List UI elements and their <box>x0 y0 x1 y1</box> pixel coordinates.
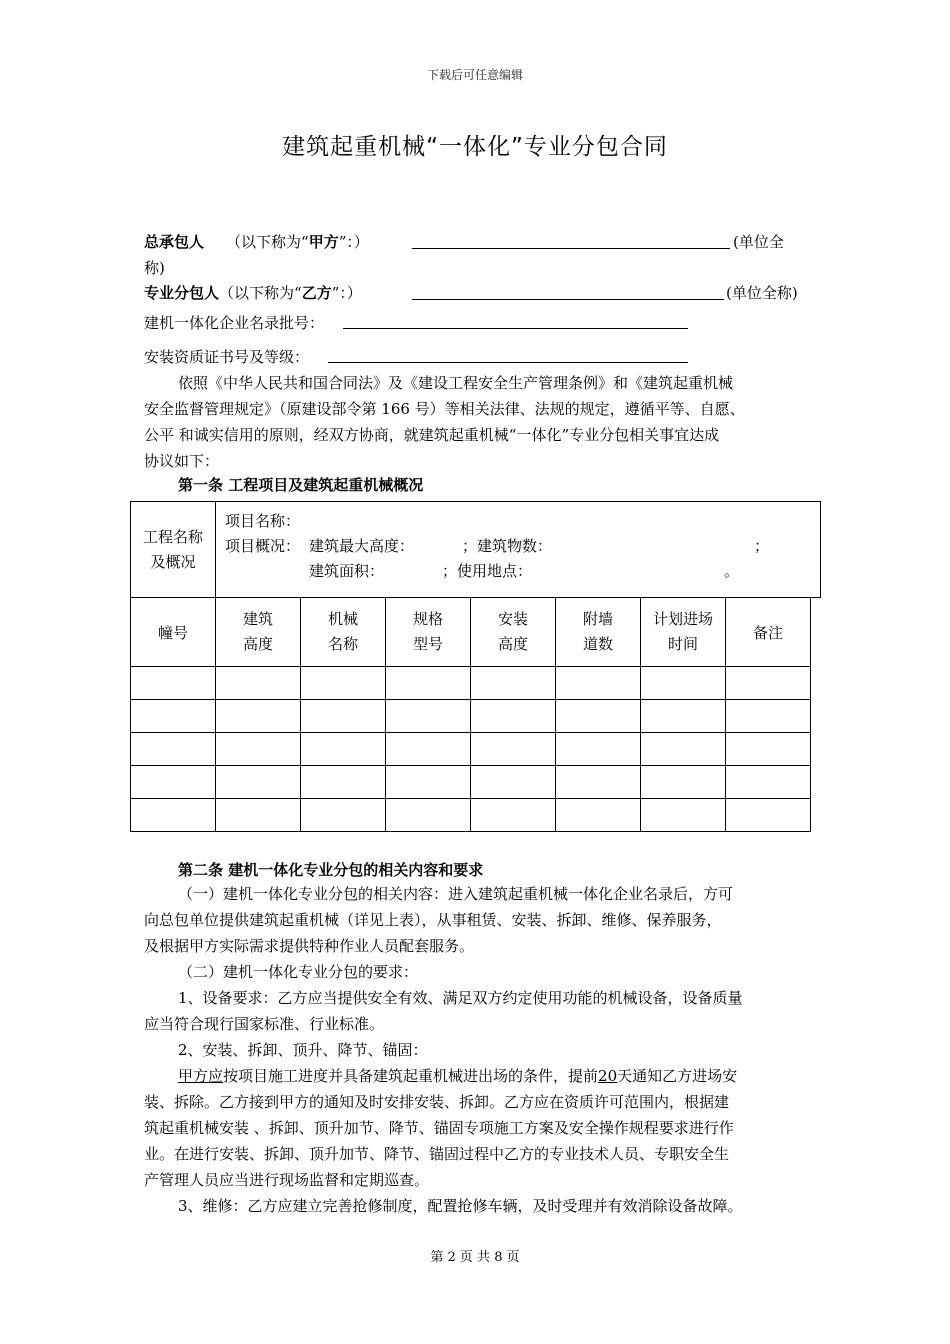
table-row <box>131 667 811 700</box>
sub-label: 专业分包人 <box>144 284 220 302</box>
period: 。 <box>724 562 740 580</box>
sub-paren-close: ”：） <box>331 284 362 302</box>
building-count-label: ；建筑物数： <box>462 537 553 555</box>
p2: （二）建机一体化专业分包的要求： <box>178 963 419 981</box>
p5-line-1 <box>144 1063 808 1089</box>
article-2-heading: 第二条 建机一体化专业分包的相关内容和要求 <box>178 861 484 879</box>
p5-line-3: 筑起重机械安装 、拆卸、顶升加节、降节、锚固专项施工方案及安全操作规程要求进行作 <box>144 1119 734 1137</box>
header-cell: 规格 型号 <box>386 598 471 667</box>
registry-field[interactable] <box>343 313 688 329</box>
page-header: 下载后可任意编辑 <box>426 68 523 82</box>
article-1-heading: 第一条 工程项目及建筑起重机械概况 <box>178 476 424 494</box>
unit-full: (单位全称) <box>726 284 798 302</box>
unit-full-a: (单位全 <box>733 233 784 251</box>
project-label-cell <box>131 502 216 598</box>
contractor-paren-open: （以下称为“ <box>226 233 309 251</box>
sub-paren-open: （以下称为“ <box>219 284 302 302</box>
header-cell: 机械 名称 <box>301 598 386 667</box>
p5-text-a: 按项目施工进度并具备建筑起重机械进出场的条件，提前 <box>223 1067 599 1085</box>
header-cell: 安装 高度 <box>471 598 556 667</box>
p5-line-4: 业。在进行安装、拆卸、顶升加节、降节、锚固过程中乙方的专业技术人员、专职安全生 <box>144 1145 730 1163</box>
max-height-label: 建筑最大高度： <box>309 537 415 555</box>
p5-line-2: 装、拆除。乙方接到甲方的通知及时安排安装、拆卸。乙方应在资质许可范围内，根据建 <box>144 1093 730 1111</box>
area-label: 建筑面积： <box>309 562 385 580</box>
sub-party: 乙方 <box>301 284 332 302</box>
intro-line-1: 依照《中华人民共和国合同法》及《建设工程安全生产管理条例》和《建筑起重机械 <box>178 374 734 392</box>
p5-underline-1: 甲方应 <box>178 1067 224 1085</box>
contractor-label: 总承包人 <box>144 233 205 251</box>
p6: 3、维修：乙方应建立完善抢修制度，配置抢修车辆，及时受理并有效消除设备故障。 <box>178 1197 743 1215</box>
cert-label: 安装资质证书号及等级： <box>144 348 310 366</box>
location-label: ；使用地点： <box>442 562 533 580</box>
p1-line-3: 及根据甲方实际需求提供特种作业人员配套服务。 <box>144 937 475 955</box>
registry-label: 建机一体化企业名录批号： <box>144 314 325 332</box>
p1-line-2: 向总包单位提供建筑起重机械（详见上表），从事租赁、安装、拆卸、维修、保养服务， <box>144 911 722 929</box>
header-cell: 附墙 道数 <box>556 598 641 667</box>
semicolon: ； <box>754 537 770 555</box>
p3-line-2: 应当符合现行国家标准、行业标准。 <box>144 1015 385 1033</box>
cert-field[interactable] <box>328 347 688 363</box>
header-cell: 幢号 <box>131 598 216 667</box>
unit-full-b: 称) <box>144 259 165 277</box>
intro-line-3: 公平 和诚实信用的原则，经双方协商，就建筑起重机械“一体化”专业分包相关事宜达成 <box>144 426 720 444</box>
table-row <box>131 766 811 799</box>
project-table <box>130 501 821 598</box>
contractor-name-field[interactable] <box>412 233 730 249</box>
project-overview-label: 项目概况： <box>225 537 301 555</box>
machine-table <box>130 597 811 832</box>
p4: 2、安装、拆卸、顶升、降节、锚固： <box>178 1041 428 1059</box>
project-label-2: 及概况 <box>150 552 196 571</box>
intro-line-4: 协议如下： <box>144 452 220 470</box>
project-info-cell <box>216 502 821 598</box>
contractor-paren-close: ”：） <box>338 233 369 251</box>
table-row <box>131 799 811 832</box>
machine-table-header <box>131 598 811 667</box>
document-title: 建筑起重机械“一体化”专业分包合同 <box>282 134 668 160</box>
header-cell: 建筑 高度 <box>216 598 301 667</box>
p5-underline-2: 20 <box>598 1067 618 1085</box>
contractor-party: 甲方 <box>308 233 339 251</box>
intro-paragraph <box>144 370 808 474</box>
header-cell: 备注 <box>726 598 811 667</box>
subcontractor-line <box>144 282 362 303</box>
header-cell: 计划进场 时间 <box>641 598 726 667</box>
project-label-1: 工程名称 <box>142 527 203 546</box>
p5-text-b: 天通知乙方进场安 <box>617 1067 738 1085</box>
p3-line-1: 1、设备要求：乙方应当提供安全有效、满足双方约定使用功能的机械设备，设备质量 <box>178 989 743 1007</box>
project-name-label: 项目名称： <box>225 512 301 530</box>
intro-line-2: 安全监督管理规定》（原建设部令第 166 号）等相关法律、法规的规定，遵循平等、自愿、 <box>144 400 745 418</box>
article-2-body <box>144 881 808 1219</box>
table-row <box>131 700 811 733</box>
subcontractor-name-field[interactable] <box>412 284 724 300</box>
contractor-line <box>144 231 369 252</box>
table-row <box>131 733 811 766</box>
p5-line-5: 产管理人员应当进行现场监督和定期巡查。 <box>144 1171 430 1189</box>
p1-line-1: （一）建机一体化专业分包的相关内容：进入建筑起重机械一体化企业名录后，方可 <box>178 885 734 903</box>
page-number: 第 2 页 共 8 页 <box>430 1250 520 1265</box>
